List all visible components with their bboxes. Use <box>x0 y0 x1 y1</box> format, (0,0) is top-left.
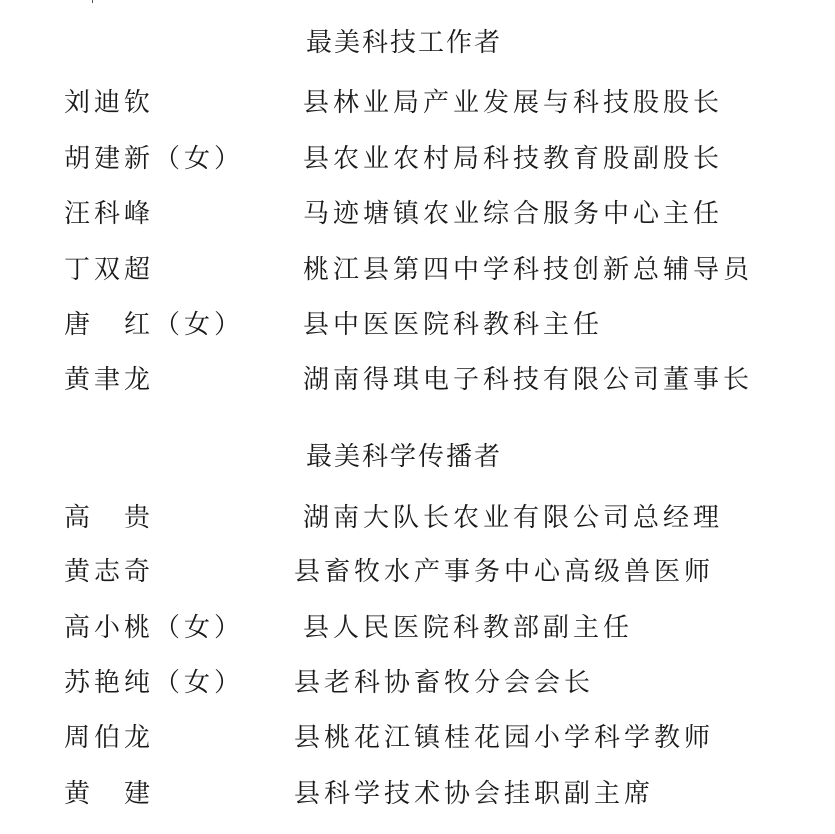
honoree-name: 刘迪钦 <box>64 88 155 118</box>
honoree-name: 黄志奇 <box>64 557 155 587</box>
list-item <box>0 717 835 757</box>
honoree-name: 胡建新（女） <box>64 144 245 174</box>
honoree-name: 汪科峰 <box>64 199 155 229</box>
honoree-position: 县桃花江镇桂花园小学科学教师 <box>294 723 715 753</box>
honoree-position: 县中医医院科教科主任 <box>303 310 604 340</box>
section-title-tech-workers: 最美科技工作者 <box>306 28 503 58</box>
honoree-name: 周伯龙 <box>64 723 155 753</box>
honoree-position: 县人民医院科教部副主任 <box>303 613 634 643</box>
honoree-name: 高 贵 <box>64 503 155 533</box>
honoree-position: 县农业农村局科技教育股副股长 <box>303 144 724 174</box>
honoree-position: 湖南大队长农业有限公司总经理 <box>303 503 724 533</box>
honoree-position: 县林业局产业发展与科技股股长 <box>303 88 724 118</box>
page-corner-mark <box>92 0 93 3</box>
honoree-position: 县畜牧水产事务中心高级兽医师 <box>294 557 715 587</box>
list-item <box>0 359 835 399</box>
list-item <box>0 662 835 702</box>
honoree-position: 桃江县第四中学科技创新总辅导员 <box>303 255 754 285</box>
list-item <box>0 607 835 647</box>
honoree-name: 丁双超 <box>64 255 155 285</box>
list-item <box>0 304 835 344</box>
honoree-position: 县科学技术协会挂职副主席 <box>294 779 655 809</box>
honoree-name: 高小桃（女） <box>64 613 245 643</box>
honoree-name: 苏艳纯（女） <box>64 668 245 698</box>
list-item <box>0 773 835 813</box>
list-item <box>0 138 835 178</box>
list-item <box>0 82 835 122</box>
list-item <box>0 249 835 289</box>
honoree-position: 马迹塘镇农业综合服务中心主任 <box>303 199 724 229</box>
honoree-name: 唐 红（女） <box>64 310 245 340</box>
list-item <box>0 551 835 591</box>
honoree-position: 县老科协畜牧分会会长 <box>294 668 595 698</box>
honoree-name: 黄 建 <box>64 779 155 809</box>
honoree-name: 黄聿龙 <box>64 365 155 395</box>
section-title-science-communicators: 最美科学传播者 <box>306 442 503 472</box>
list-item <box>0 193 835 233</box>
list-item <box>0 497 835 537</box>
honoree-position: 湖南得琪电子科技有限公司董事长 <box>303 365 754 395</box>
